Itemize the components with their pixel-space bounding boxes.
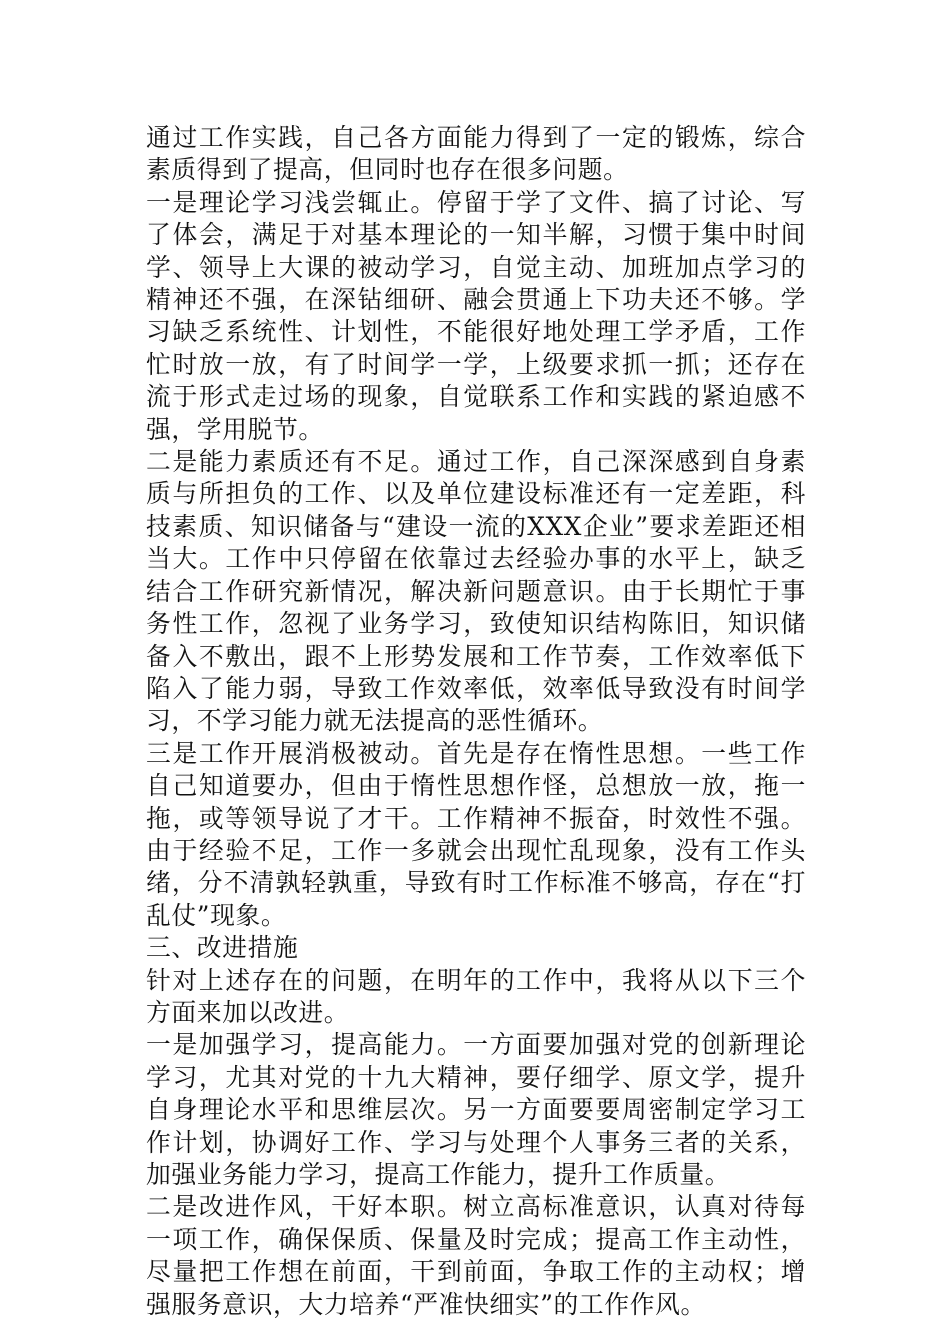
paragraph-ability-quality: 二是能力素质还有不足。通过工作，自己深深感到自身素质与所担负的工作、以及单位建设标准还有一定差距，科技素质、知识储备与“建设一流的XXX企业”要求差距还相当大。工作中只停留在依靠过去经验办事的水平上，缺乏结合工作研究新情况，解决新问题意识。由于长期忙于事务性工作，忽视了业务学习，致使知识结构陈旧，知识储备入不敷出，跟不上形势发展和工作节奏，工作效率低下陷入了能力弱，导致工作效率低，效率低导致没有时间学习，不学习能力就无法提高的恶性循环。 bbox=[146, 447, 806, 736]
paragraph-improvement-intro: 针对上述存在的问题，在明年的工作中，我将从以下三个方面来加以改进。 bbox=[146, 965, 806, 1027]
section-heading-improvement: 三、改进措施 bbox=[146, 933, 299, 963]
paragraph-improve-style: 二是改进作风，干好本职。树立高标准意识，认真对待每一项工作，确保保质、保量及时完成；提高工作主动性，尽量把工作想在前面，干到前面，争取工作的主动权；增强服务意识，大力培养“严准快细实”的工作作风。 bbox=[146, 1192, 806, 1319]
document-body bbox=[146, 122, 806, 1321]
paragraph-strengthen-study: 一是加强学习，提高能力。一方面要加强对党的创新理论学习，尤其对党的十九大精神，要仔细学、原文学，提升自身理论水平和思维层次。另一方面要要周密制定学习工作计划，协调好工作、学习与处理个人事务三者的关系，加强业务能力学习，提高工作能力，提升工作质量。 bbox=[146, 1030, 806, 1189]
paragraph-intro: 通过工作实践，自己各方面能力得到了一定的锻炼，综合素质得到了提高，但同时也存在很多问题。 bbox=[146, 123, 806, 185]
paragraph-theory-study: 一是理论学习浅尝辄止。停留于学了文件、搞了讨论、写了体会，满足于对基本理论的一知半解，习惯于集中时间学、领导上大课的被动学习，自觉主动、加班加点学习的精神还不强，在深钻细研、融会贯通上下功夫还不够。学习缺乏系统性、计划性，不能很好地处理工学矛盾，工作忙时放一放，有了时间学一学，上级要求抓一抓；还存在流于形式走过场的现象，自觉联系工作和实践的紧迫感不强，学用脱节。 bbox=[146, 187, 806, 444]
paragraph-work-passive: 三是工作开展消极被动。首先是存在惰性思想。一些工作自己知道要办，但由于惰性思想作怪，总想放一放，拖一拖，或等领导说了才干。工作精神不振奋，时效性不强。由于经验不足，工作一多就会出现忙乱现象，没有工作头绪，分不清孰轻孰重，导致有时工作标准不够高，存在“打乱仗”现象。 bbox=[146, 738, 806, 930]
